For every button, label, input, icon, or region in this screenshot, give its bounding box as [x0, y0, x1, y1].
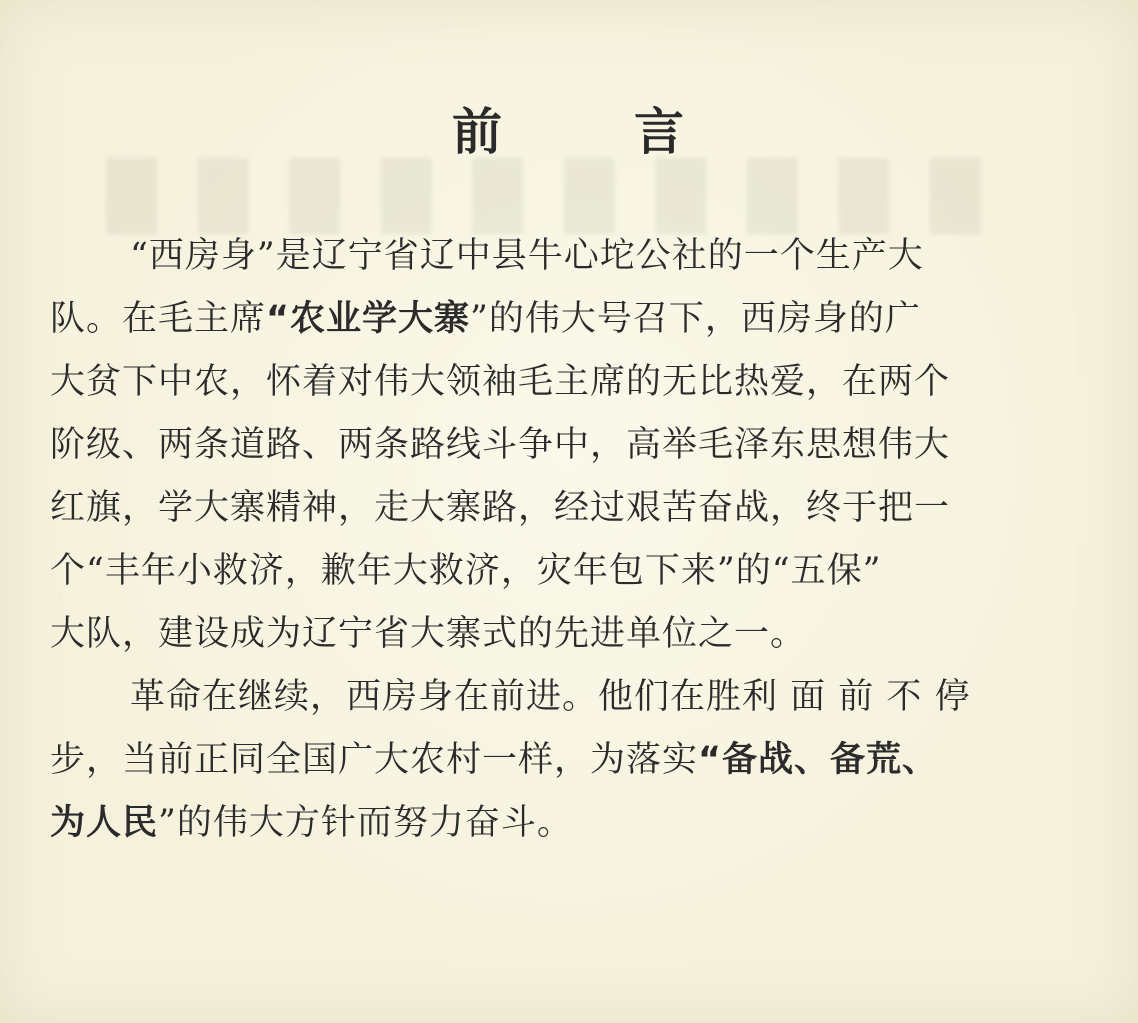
text-segment: 步，当前正同全国广大农村一样，为落实: [50, 740, 699, 780]
title-char-2: 言: [634, 103, 686, 161]
paragraph: [50, 666, 1090, 855]
text-line: [50, 414, 1090, 477]
text-segment: ”的伟大号召下，西房身的广: [470, 299, 921, 339]
emphasized-text: “备战、备荒、: [698, 740, 939, 780]
text-line: [50, 477, 1090, 540]
show-through-text: █ █ █ █ █ █ █ █ █ █: [97, 160, 980, 234]
emphasized-text: 为人民: [50, 803, 159, 843]
text-segment: 队。在毛主席: [50, 299, 267, 339]
emphasized-text: “农业学大寨: [266, 299, 471, 339]
text-segment: 大队，建设成为辽宁省大寨式的先进单位之一。: [50, 614, 807, 654]
text-line: [50, 225, 1090, 288]
title-char-1: 前: [452, 103, 504, 161]
text-line: [50, 351, 1090, 414]
text-segment: 革命在继续，西房身在前进。他们在胜利 面 前 不 停: [130, 677, 971, 717]
text-line: [50, 603, 1090, 666]
paragraph: [50, 225, 1090, 666]
text-line: [50, 288, 1090, 351]
text-segment: 红旗，学大寨精神，走大寨路，经过艰苦奋战，终于把一: [50, 488, 951, 528]
text-line: [50, 729, 1090, 792]
text-segment: ”的伟大方针而努力奋斗。: [158, 803, 573, 843]
page-title: [0, 92, 1138, 164]
text-segment: 阶级、两条道路、两条路线斗争中，高举毛泽东思想伟大: [50, 425, 951, 465]
text-segment: 大贫下中农，怀着对伟大领袖毛主席的无比热爱，在两个: [50, 362, 951, 402]
preface-body: [50, 225, 1090, 855]
text-line: [50, 540, 1090, 603]
text-line: [50, 666, 1090, 729]
text-segment: “西房身”是辽宁省辽中县牛心坨公社的一个生产大: [130, 236, 924, 276]
text-line: [50, 792, 1090, 855]
text-segment: 个“丰年小救济，歉年大救济，灾年包下来”的“五保”: [50, 551, 882, 591]
